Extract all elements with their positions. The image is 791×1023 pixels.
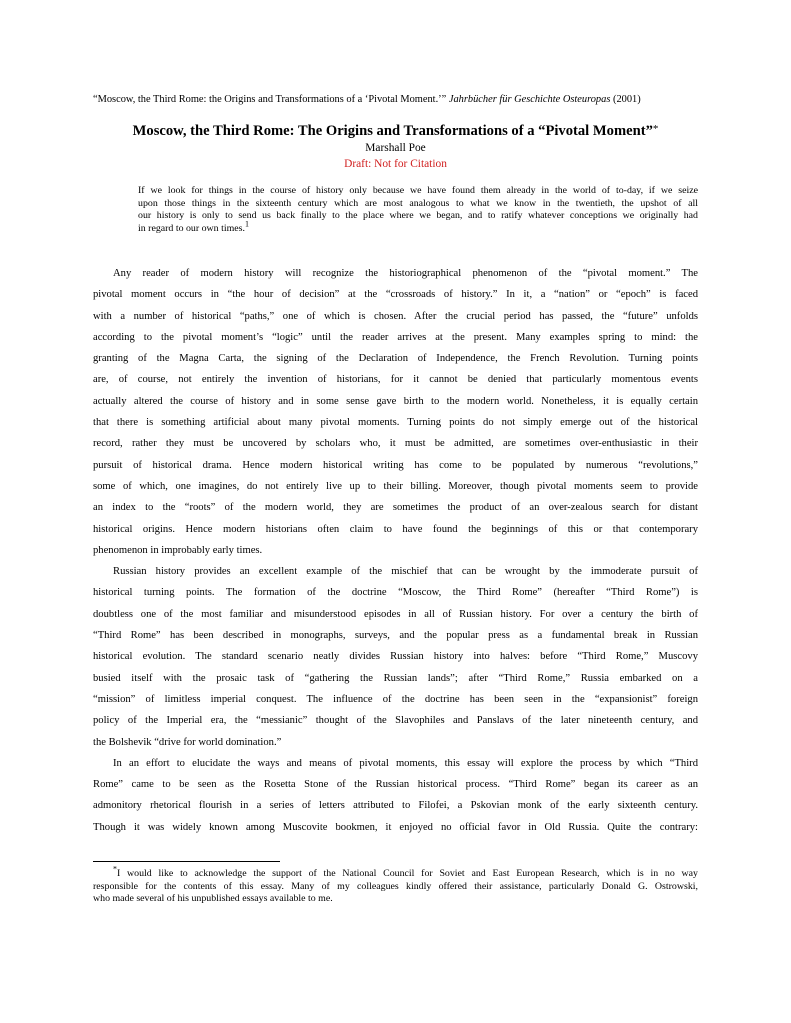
body-line: “mission” of limitless imperial conquest. The influence of the doctrine has been seen in the “expansionist” foreign xyxy=(93,693,698,705)
running-header-title: “Moscow, the Third Rome: the Origins and Transformations of a ‘Pivotal Moment.’” xyxy=(93,94,447,105)
body-line: are, of course, not entirely the invention of historians, for it cannot be denied that particularly momentous events xyxy=(93,374,698,386)
body-line: historical origins. Hence modern historians often claim to have found the beginnings of this or that contemporary xyxy=(93,523,698,535)
epigraph-note-mark: 1 xyxy=(244,219,249,229)
body-line: Any reader of modern history will recognize the historiographical phenomenon of the “pivotal moment.” The xyxy=(113,268,698,279)
epigraph-line-text: in regard to our own times. xyxy=(138,222,245,234)
draft-notice: Draft: Not for Citation xyxy=(344,158,447,170)
epigraph-line: If we look for things in the course of history only because we have found them already in the world of to-day, if we seize xyxy=(138,185,698,196)
body-line: the Bolshevik “drive for world domination.” xyxy=(93,736,282,748)
body-line: Though it was widely known among Muscovite bookmen, it enjoyed no official favor in Old Russia. Quite the contrary: xyxy=(93,821,698,833)
epigraph-line: our history is only to send us back finally to the place where we began, and to ratify whatever conceptions we originally had xyxy=(138,210,698,222)
body-line: Russian history provides an excellent example of the mischief that can be wrought by the immoderate pursuit of xyxy=(113,566,698,578)
body-line: policy of the Imperial era, the “messianic” thought of the Slavophiles and Panslavs of the later nineteenth century, and xyxy=(93,715,698,727)
body-line: pursuit of historical drama. Hence modern historical writing has come to be populated by numerous “revolutions,” xyxy=(93,459,698,471)
footnote-mark: * xyxy=(113,864,117,874)
body-line: granting of the Magna Carta, the signing of the Declaration of Independence, the French Revolution. Turning points xyxy=(93,353,698,365)
body-line: actually altered the course of history and in some sense gave birth to the modern world. Nonetheless, it is equally certain xyxy=(93,395,698,407)
footnote-line-text: I would like to acknowledge the support of the National Council for Soviet and East European Research, which is in no way xyxy=(117,868,698,879)
body-line: doubtless one of the most familiar and misunderstood episodes in all of Russian history. For over a century the birth of xyxy=(93,608,698,620)
body-line: some of which, one imagines, do not entirely live up to their billing. Moreover, though pivotal moments seem to provide xyxy=(93,480,698,492)
epigraph-line: upon those things in the sixteenth century which are most analogous to what we know in the twentieth, the upshot of all xyxy=(138,197,698,209)
body-line: phenomenon in improbably early times. xyxy=(93,544,263,556)
body-line: an index to the “roots” of the modern world, they are sometimes the product of an over-zealous search for distant xyxy=(93,502,698,514)
body-line: with a number of historical “paths,” one of which is chosen. After the crucial period has passed, the “future” unfolds xyxy=(93,310,698,322)
body-line: pivotal moment occurs in “the hour of decision” at the “crossroads of history.” In it, a “nation” or “epoch” is faced xyxy=(93,289,698,301)
body-line: historical evolution. The standard scenario neatly divides Russian history into halves: before “Third Rome,” Muscovy xyxy=(93,651,698,663)
paper-title xyxy=(60,122,731,140)
footnote-divider xyxy=(93,861,280,862)
footnote-line: who made several of his unpublished essays available to me. xyxy=(93,893,333,905)
body-line: Rome” came to be seen as the Rosetta Stone of the Russian historical process. “Third Rome” began its career as an xyxy=(93,779,698,791)
body-line: In an effort to elucidate the ways and means of pivotal moments, this essay will explore the process by which “Third xyxy=(113,757,698,769)
body-line: admonitory rhetorical flourish in a series of letters attributed to Filofei, a Pskovian monk of the early sixteenth century. xyxy=(93,800,698,812)
epigraph xyxy=(138,185,698,235)
body-line: record, rather they must be uncovered by scholars who, it must be admitted, are sometimes over-enthusiastic in their xyxy=(93,438,698,450)
body-line: busied itself with the prosaic task of “gathering the Russian lands”; after “Third Rome,” Russia embarked on a xyxy=(93,672,698,684)
body-line: historical turning points. The formation of the doctrine “Moscow, the Third Rome” (hereafter “Third Rome”) is xyxy=(93,587,698,599)
body-line: “Third Rome” has been described in monographs, surveys, and the popular press as a fundamental break in Russian xyxy=(93,630,698,642)
footnote-line: responsible for the contents of this essay. Many of my colleagues kindly offered their assistance, particularly Donald G. Ostrowski, xyxy=(93,880,698,892)
footnote-line-first xyxy=(93,864,698,881)
author-name: Marshall Poe xyxy=(365,142,426,154)
body-line: according to the pivotal moment’s “logic” until the reader arrives at the present. Many examples spring to mind: the xyxy=(93,331,698,343)
epigraph-line-last xyxy=(138,219,698,236)
running-header-year: (2001) xyxy=(612,94,641,105)
title-footnote-mark: * xyxy=(652,123,659,135)
body-line: that there is something artificial about many pivotal moments. Turning points do not simply emerge out of the historical xyxy=(93,417,698,429)
running-header xyxy=(93,93,703,106)
footnote xyxy=(93,864,698,906)
paper-title-text: Moscow, the Third Rome: The Origins and Transformations of a “Pivotal Moment” xyxy=(132,123,653,139)
body-text xyxy=(93,263,698,838)
running-header-journal: Jahrbücher für Geschichte Osteuropas xyxy=(448,94,611,105)
